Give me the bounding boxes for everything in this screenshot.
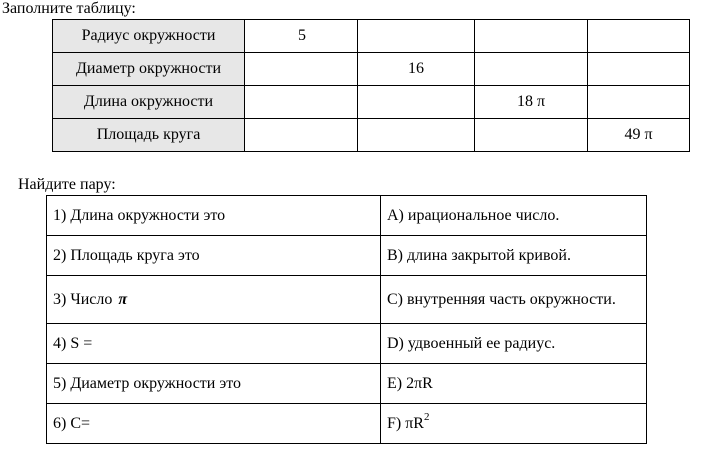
cell-area-1 <box>245 119 358 152</box>
fill-table <box>52 19 690 152</box>
match-left-1: 1) Длина окружности это <box>47 196 381 236</box>
match-row-3 <box>47 276 647 324</box>
match-right-b: B) длина закрытой кривой. <box>381 236 647 276</box>
cell-area-4: 49 π <box>588 119 690 152</box>
match-left-3 <box>47 276 381 324</box>
cell-circumference-1 <box>245 86 358 119</box>
cell-circumference-2 <box>358 86 475 119</box>
cell-area-3 <box>475 119 588 152</box>
match-left-4: 4) S = <box>47 324 381 364</box>
cell-diameter-1 <box>245 53 358 86</box>
match-row-4 <box>47 324 647 364</box>
cell-diameter-4 <box>588 53 690 86</box>
match-row-6 <box>47 404 647 444</box>
row-label-area: Площадь круга <box>53 119 245 152</box>
match-right-f-text: F) πR <box>387 414 424 432</box>
cell-radius-1: 5 <box>245 20 358 53</box>
match-left-2: 2) Площадь круга это <box>47 236 381 276</box>
match-left-5: 5) Диаметр окружности это <box>47 364 381 404</box>
match-row-2 <box>47 236 647 276</box>
cell-diameter-2: 16 <box>358 53 475 86</box>
match-right-f-exponent: 2 <box>423 411 430 424</box>
cell-circumference-4 <box>588 86 690 119</box>
cell-radius-3 <box>475 20 588 53</box>
match-right-f <box>381 404 647 444</box>
match-row-5 <box>47 364 647 404</box>
fill-table-row-diameter <box>53 53 690 86</box>
fill-table-heading: Заполните таблицу: <box>2 0 136 17</box>
fill-table-row-radius <box>53 20 690 53</box>
match-right-e: E) 2πR <box>381 364 647 404</box>
match-row-1 <box>47 196 647 236</box>
row-label-diameter: Диаметр окружности <box>53 53 245 86</box>
match-right-a: A) ирациональное число. <box>381 196 647 236</box>
fill-table-row-area <box>53 119 690 152</box>
pi-symbol: π <box>118 290 128 308</box>
cell-radius-4 <box>588 20 690 53</box>
cell-area-2 <box>358 119 475 152</box>
match-right-c: C) внутренняя часть окружности. <box>381 276 647 324</box>
match-table-heading: Найдите пару: <box>18 176 116 193</box>
match-right-d: D) удвоенный ее радиус. <box>381 324 647 364</box>
row-label-radius: Радиус окружности <box>53 20 245 53</box>
match-left-3-text: 3) Число <box>53 290 113 308</box>
row-label-circumference: Длина окружности <box>53 86 245 119</box>
cell-circumference-3: 18 π <box>475 86 588 119</box>
cell-diameter-3 <box>475 53 588 86</box>
cell-radius-2 <box>358 20 475 53</box>
match-left-6: 6) C= <box>47 404 381 444</box>
match-table <box>46 195 647 444</box>
fill-table-row-circumference <box>53 86 690 119</box>
